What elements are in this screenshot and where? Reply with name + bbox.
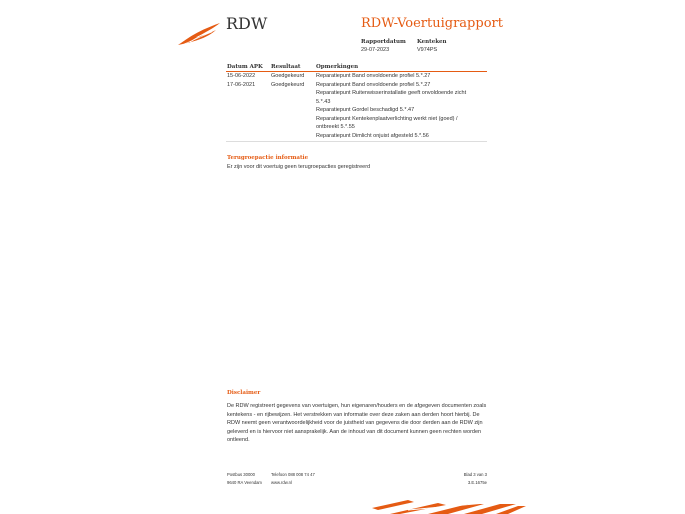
footer-code: 3.E.1675e	[467, 480, 487, 485]
row2-remark-5: Reparatiepunt Kentekenplaatverlichting werkt niet (goed) /	[316, 115, 458, 122]
disclaimer-line-5: ontleend.	[227, 437, 250, 444]
col-header-datum: Datum APK	[227, 64, 263, 70]
disclaimer-line-1: De RDW registreert gegevens van voertuigen, hun eigenaren/houders en de afgegeven documenten zoals	[227, 403, 487, 409]
row2-remark-7: Reparatiepunt Dimlicht onjuist afgesteld 5.*.56	[316, 132, 429, 139]
row1-remark: Reparatiepunt Band onvoldoende profiel 5.*.27	[316, 73, 431, 79]
table-bottom-divider	[226, 141, 487, 142]
row1-result: Goedgekeurd	[271, 73, 305, 79]
rapportdatum-label: Rapportdatum	[361, 39, 406, 45]
col-header-opmerkingen: Opmerkingen	[316, 64, 359, 70]
disclaimer-line-2: kentekens - en rijbewijzen. Het verstrekken van informatie over deze zaken aan derden hoort hierbij. De	[227, 411, 480, 418]
row2-remark-1: Reparatiepunt Band onvoldoende profiel 5.*.27	[316, 81, 431, 88]
rdw-logo-icon	[176, 20, 222, 46]
col-header-resultaat: Resultaat	[271, 64, 301, 70]
disclaimer-line-4: geleverd en is hiervoor niet aansprakelijk. Aan de inhoud van dit document kunnen geen rechten worden	[227, 428, 482, 435]
kenteken-value: V974PS	[417, 47, 438, 53]
footer-web[interactable]: www.rdw.nl	[271, 480, 292, 485]
disclaimer-title: Disclaimer	[227, 390, 261, 396]
row2-remark-6: ontbreekt 5.*.55	[316, 124, 355, 130]
recall-title: Terugroepactie informatie	[227, 155, 309, 161]
row2-date: 17-06-2021	[227, 81, 256, 88]
disclaimer-line-3: RDW neemt geen verantwoordelijkheid voor de juistheid van gegevens die door derden aan de RDW zijn	[227, 420, 483, 427]
row2-remark-2: Reparatiepunt Ruitenwisserinstallatie geeft onvoldoende zicht	[316, 90, 467, 96]
report-title: RDW-Voertuigrapport	[361, 16, 503, 31]
row2-remark-4: Reparatiepunt Gordel beschadigd 5.*.47	[316, 107, 415, 113]
row2-result: Goedgekeurd	[271, 81, 305, 88]
kenteken-label: Kenteken	[417, 39, 447, 45]
recall-text: Er zijn voor dit voertuig geen terugroepacties geregistreerd	[227, 164, 371, 170]
rapportdatum-value: 29-07-2023	[361, 47, 390, 53]
footer-city: 9640 RA Veendam	[227, 480, 262, 485]
row1-date: 15-06-2022	[227, 73, 256, 79]
row2-remark-3: 5.*.43	[316, 98, 331, 105]
brand-name: RDW	[226, 14, 268, 33]
footer-postbox: Postbus 30000	[227, 472, 255, 477]
decorative-stripes-icon	[368, 498, 528, 514]
footer-page: Blad 3 van 3	[463, 472, 487, 477]
footer-phone: Telefoon 088 008 74 47	[271, 472, 315, 477]
